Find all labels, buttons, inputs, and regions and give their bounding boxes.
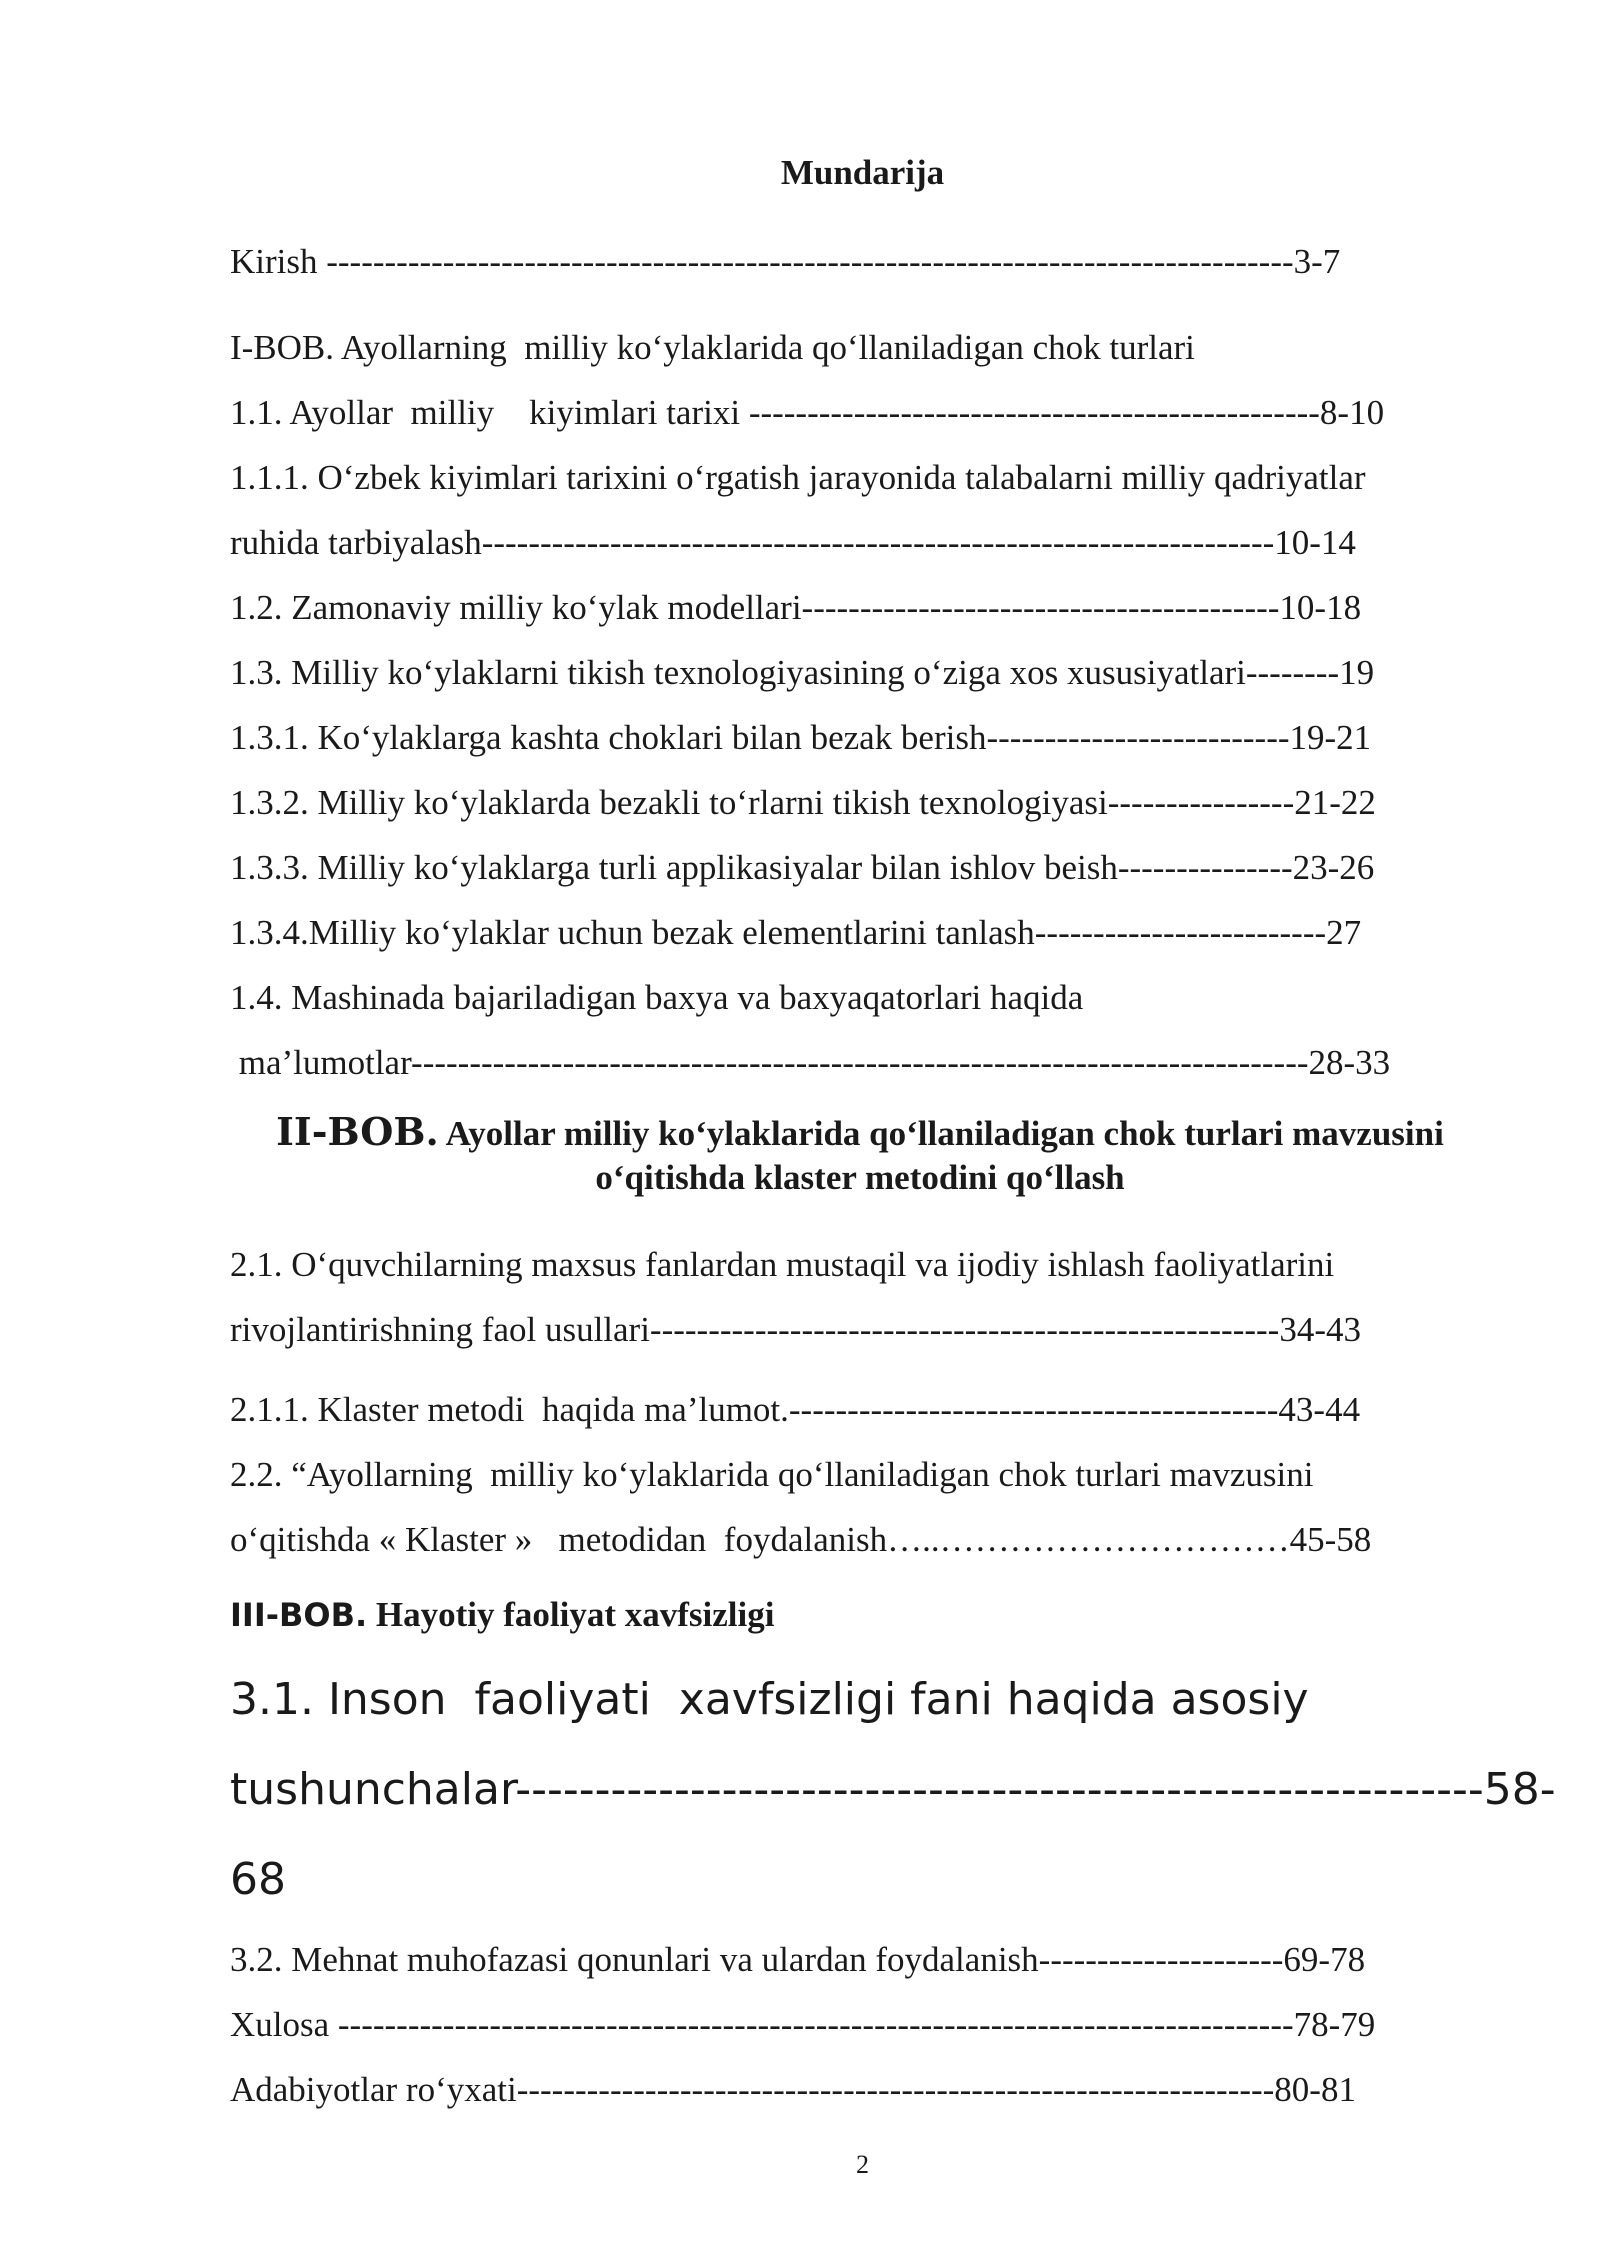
toc-entry-3-2: 3.2. Mehnat muhofazasi qonunlari va ulardan foydalanish---------------------69-78 [230, 1940, 1366, 1979]
toc-entry-3-1-line1: 3.1. Inson faoliyati xavfsizligi fani haqida asosiy [230, 1674, 1309, 1725]
toc-chapter-1-heading: I-BOB. Ayollarning milliy ko‘ylaklarida qo‘llaniladigan chok turlari [230, 328, 1195, 367]
page-title: Mundarija [780, 153, 945, 192]
toc-entry-2-1-line2: rivojlantirishning faol usullari------------------------------------------------------34-43 [230, 1310, 1361, 1349]
toc-entry-2-1-1: 2.1.1. Klaster metodi haqida ma’lumot.------------------------------------------43-44 [230, 1390, 1361, 1429]
toc-entry-3-1-line2: tushunchalar-------------------------------------------------------------58- [230, 1764, 1556, 1815]
toc-entry-1-1: 1.1. Ayollar milliy kiyimlari tarixi -------------------------------------------------8-10 [230, 393, 1385, 432]
toc-chapter-3-heading [230, 1595, 774, 1635]
toc-entry-2-2-line1: 2.2. “Ayollarning milliy ko‘ylaklarida qo‘llaniladigan chok turlari mavzusini [230, 1455, 1314, 1494]
toc-entry-3-1-line3: 68 [230, 1854, 286, 1905]
toc-entry-1-3-4: 1.3.4.Milliy ko‘ylaklar uchun bezak elementlarini tanlash-------------------------27 [230, 913, 1362, 952]
toc-entry-xulosa: Xulosa ----------------------------------------------------------------------------------78-79 [230, 2005, 1376, 2044]
chapter-2-title-part1: Ayollar milliy ko‘ylaklarida qo‘llaniladigan chok turlari mavzusini [438, 1114, 1444, 1153]
toc-entry-kirish: Kirish -----------------------------------------------------------------------------------3-7 [230, 242, 1341, 281]
chapter-2-title-part2: o‘qitishda klaster metodini qo‘llash [595, 1158, 1125, 1197]
toc-entry-1-3-3: 1.3.3. Milliy ko‘ylaklarga turli applikasiyalar bilan ishlov beish---------------23-26 [230, 848, 1375, 887]
toc-entry-1-4-line1: 1.4. Mashinada bajariladigan baxya va baxyaqatorlari haqida [230, 978, 1084, 1017]
chapter-3-label: III-BOB. [230, 1596, 368, 1634]
toc-entry-1-3-1: 1.3.1. Ko‘ylaklarga kashta choklari bilan bezak berish--------------------------19-21 [230, 718, 1372, 757]
toc-entry-1-3-2: 1.3.2. Milliy ko‘ylaklarda bezakli to‘rlarni tikish texnologiyasi----------------21-22 [230, 783, 1376, 822]
toc-chapter-2-heading [230, 1110, 1490, 1200]
toc-entry-1-4-line2: ma’lumotlar-----------------------------------------------------------------------------28-33 [230, 1043, 1391, 1082]
toc-chapter-2-heading-line1 [230, 1110, 1490, 1156]
page-number: 2 [856, 2150, 869, 2179]
toc-entry-1-3: 1.3. Milliy ko‘ylaklarni tikish texnologiyasining o‘ziga xos xususiyatlari--------19 [230, 653, 1375, 692]
toc-entry-adabiyotlar: Adabiyotlar ro‘yxati-----------------------------------------------------------------80-81 [230, 2070, 1356, 2109]
toc-entry-2-1-line1: 2.1. O‘quvchilarning maxsus fanlardan mustaqil va ijodiy ishlash faoliyatlarini [230, 1245, 1335, 1284]
toc-entry-1-1-1-line2: ruhida tarbiyalash--------------------------------------------------------------------10-14 [230, 523, 1356, 562]
toc-entry-1-2: 1.2. Zamonaviy milliy ko‘ylak modellari-----------------------------------------10-18 [230, 588, 1362, 627]
chapter-2-label: II-BOB. [276, 1109, 439, 1154]
toc-entry-1-1-1-line1: 1.1.1. O‘zbek kiyimlari tarixini o‘rgatish jarayonida talabalarni milliy qadriyatlar [230, 458, 1366, 497]
toc-entry-2-2-line2: o‘qitishda « Klaster » metodidan foydalanish…..…………………………45-58 [230, 1520, 1372, 1559]
chapter-3-title: Hayotiy faoliyat xavfsizligi [367, 1595, 775, 1634]
